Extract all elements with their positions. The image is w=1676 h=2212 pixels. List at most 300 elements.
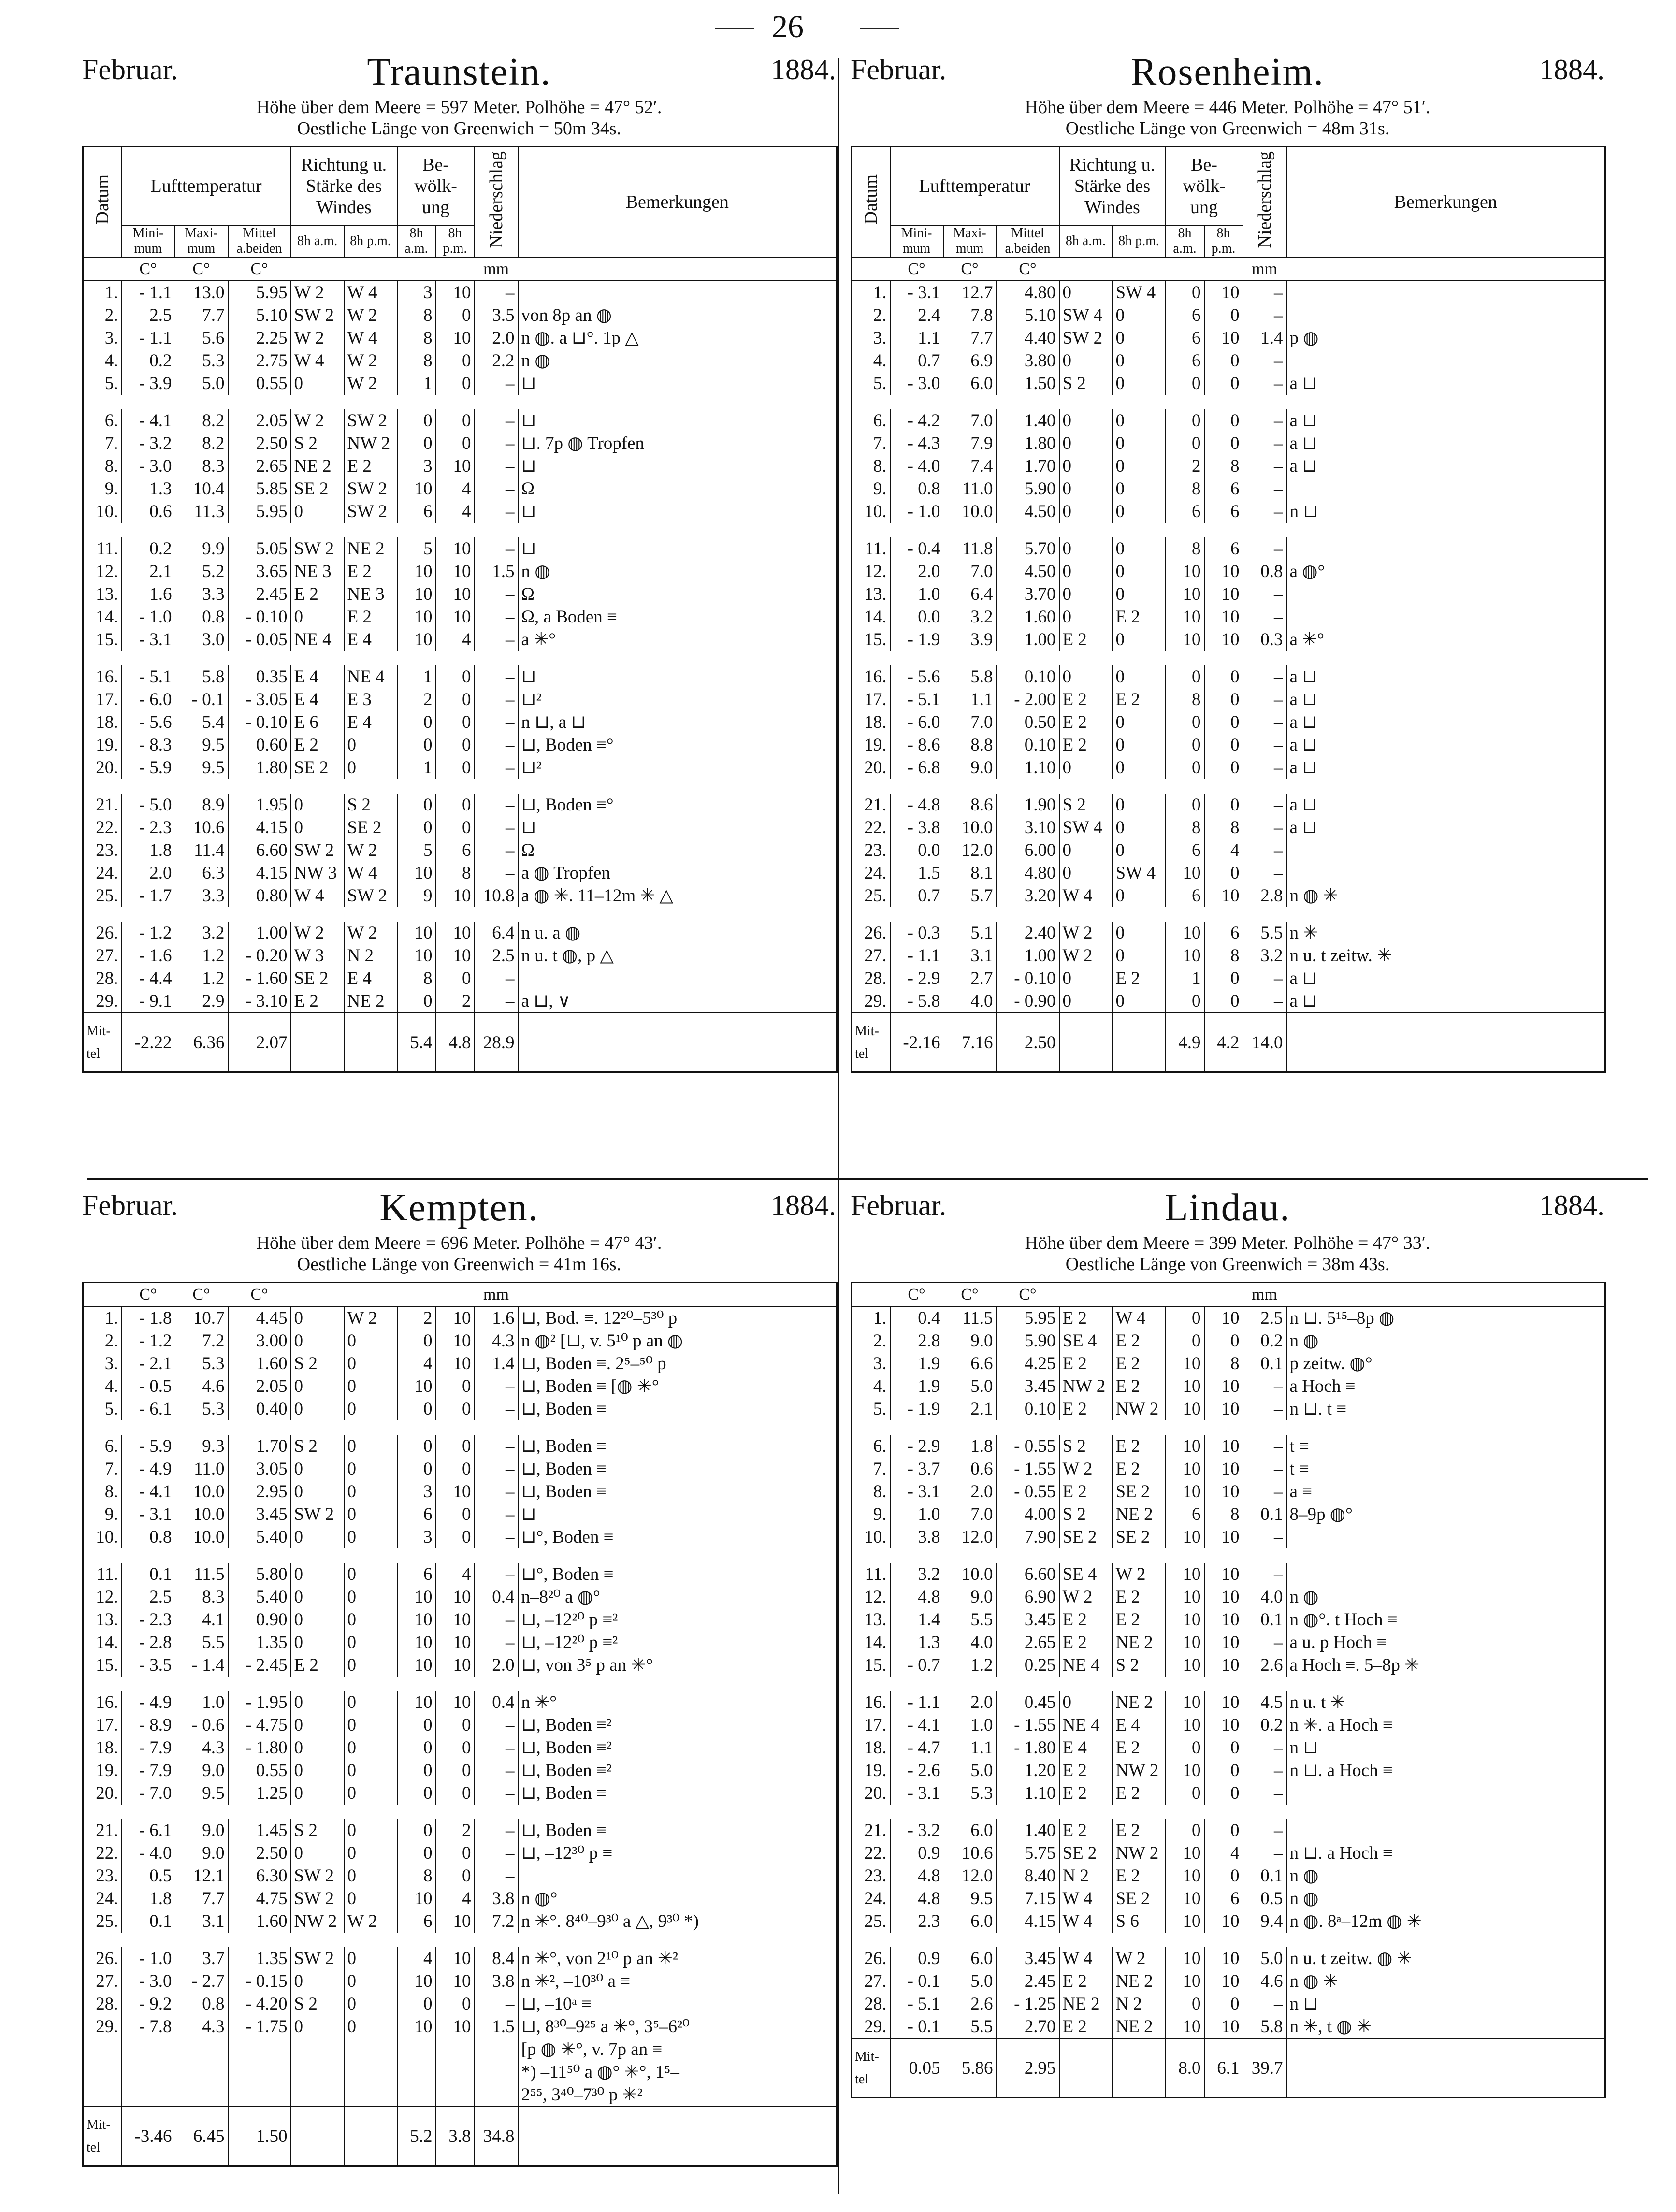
wind-pm-cell: 0 xyxy=(1113,711,1166,734)
remark-cell: n u. t zeitw. ✳ xyxy=(1289,946,1392,966)
min-cell: - 6.1 xyxy=(139,1821,172,1840)
wind-pm-cell: W 2 xyxy=(1113,1947,1166,1970)
min-cell: - 7.9 xyxy=(139,1738,172,1758)
cloud-pm-cell: 0 xyxy=(436,1782,475,1805)
cloud-pm-cell: 10 xyxy=(1204,281,1243,304)
mean-cell: 5.10 xyxy=(228,304,291,327)
cloud-am-cell: 6 xyxy=(1192,886,1201,906)
wind-am-cell: E 2 xyxy=(1062,1308,1087,1328)
precip-cell: – xyxy=(475,583,518,606)
cloud-pm-cell: 10 xyxy=(436,922,475,944)
mean-cell: 0.55 xyxy=(228,372,291,395)
day-cell: 9. xyxy=(852,1503,890,1526)
wind-am-cell: N 2 xyxy=(1062,1866,1089,1886)
day-cell: 19. xyxy=(83,1759,122,1782)
precip-cell: – xyxy=(1243,756,1286,779)
wind-am-cell: 0 xyxy=(1062,539,1072,559)
wind-pm-cell: 0 xyxy=(344,1759,397,1782)
wind-pm-cell: 0 xyxy=(344,1330,397,1352)
min-cell: 2.5 xyxy=(149,1587,172,1607)
min-cell: 4.8 xyxy=(918,1889,940,1908)
wind-pm-cell: W 2 xyxy=(344,304,397,327)
precip-cell: – xyxy=(475,967,518,990)
day-cell: 29. xyxy=(852,2015,890,2039)
day-cell: 3. xyxy=(83,327,122,349)
day-cell: 23. xyxy=(852,839,890,862)
precip-cell: 0.4 xyxy=(475,1586,518,1608)
cloud-am-cell: 0 xyxy=(423,1459,433,1479)
remark-cell: n ◍°. t Hoch ≡ xyxy=(1289,1610,1398,1630)
cloud-pm-cell: 10 xyxy=(436,1970,475,1993)
wind-pm-cell: NE 2 xyxy=(344,990,397,1013)
mean-label: Mit- tel xyxy=(852,2039,890,2098)
mean-cell: 4.50 xyxy=(997,500,1059,523)
min-cell: 0.7 xyxy=(918,351,940,371)
cloud-am-cell: 10 xyxy=(1183,1761,1201,1780)
max-cell: 9.0 xyxy=(970,1587,993,1607)
remark-cell: a ≡ xyxy=(1289,1482,1313,1502)
cloud-am-cell: 0 xyxy=(1192,434,1201,453)
day-cell: 18. xyxy=(852,711,890,734)
cloud-am-cell: 10 xyxy=(1183,1436,1201,1456)
precip-cell: – xyxy=(1243,734,1286,756)
mean-cell: 4.80 xyxy=(997,281,1059,304)
temp-header: Lufttemperatur xyxy=(890,147,1059,226)
wind-pm-cell: E 2 xyxy=(1113,1352,1166,1375)
wind-pm-cell: 0 xyxy=(344,1970,397,1993)
mean-cell: 4.40 xyxy=(997,327,1059,349)
remark-cell: ⊔ xyxy=(521,502,536,521)
wind-am-cell: NE 2 xyxy=(1062,1994,1100,2014)
wind-pm-cell: SW 4 xyxy=(1113,862,1166,884)
remark-cell: n ✳°, von 2¹⁰ p an ✳² xyxy=(521,1949,678,1968)
max-cell: 10.0 xyxy=(961,1564,993,1584)
table-row xyxy=(852,409,1605,432)
cloud-am-cell: 8 xyxy=(423,305,433,325)
remark-cell: ⊔ xyxy=(521,374,536,393)
precip-cell: – xyxy=(1243,1736,1286,1759)
precip-cell: 2.5 xyxy=(475,944,518,967)
min-cell: 0.8 xyxy=(918,479,940,499)
cloud-am-cell: 0 xyxy=(423,1821,433,1840)
day-cell: 21. xyxy=(83,794,122,816)
cloud-am-cell: 0 xyxy=(1192,758,1201,778)
day-cell: 28. xyxy=(852,1993,890,2015)
subheader-mittel: Mittel a.beiden xyxy=(997,225,1059,257)
table-row xyxy=(83,884,837,907)
cloud-am-cell: 0 xyxy=(1192,1738,1201,1758)
cloud-am-cell: 10 xyxy=(414,863,433,883)
remark-cell: p ◍ xyxy=(1289,328,1319,348)
wind-pm-cell: W 2 xyxy=(344,372,397,395)
remark-cell: t ≡ xyxy=(1289,1459,1309,1479)
table-row xyxy=(83,839,837,862)
wind-am-cell: SW 2 xyxy=(294,539,334,559)
precip-cell: – xyxy=(1243,409,1286,432)
wind-pm-cell: 0 xyxy=(1113,628,1166,651)
remark-cell: ⊔, Boden ≡ xyxy=(521,1783,607,1803)
remark-cell: n ✳, t ◍ ✳ xyxy=(1289,2017,1372,2037)
max-cell: 12.1 xyxy=(193,1866,225,1886)
section-divider xyxy=(87,1178,1648,1180)
precip-cell: – xyxy=(475,1526,518,1548)
day-cell: 28. xyxy=(852,967,890,990)
wind-am-cell: E 2 xyxy=(294,991,318,1011)
cloud-pm-cell: 0 xyxy=(436,432,475,455)
cloud-pm-cell: 0 xyxy=(436,756,475,779)
min-cell: - 0.1 xyxy=(907,1971,940,1991)
precip-cell: – xyxy=(475,1842,518,1865)
cloud-pm-cell: 0 xyxy=(436,1714,475,1736)
unit-label: C° xyxy=(175,1283,228,1307)
mean-cell: 1.80 xyxy=(997,432,1059,455)
cloud-am-cell: 0 xyxy=(423,1994,433,2014)
precip-cell: – xyxy=(475,816,518,839)
min-cell: - 1.9 xyxy=(907,630,940,650)
wind-pm-cell: 0 xyxy=(344,1375,397,1398)
unit-label: C° xyxy=(122,1283,175,1307)
mean-cell: 2.70 xyxy=(997,2015,1059,2039)
table-row xyxy=(852,816,1605,839)
max-cell: 6.0 xyxy=(970,1949,993,1968)
mean-cell: - 1.80 xyxy=(228,1736,291,1759)
max-cell: 5.8 xyxy=(202,667,225,687)
max-cell: 5.3 xyxy=(202,351,225,371)
remark-cell: ⊔, –12²⁰ p ≡² xyxy=(521,1633,618,1652)
cloud-am-cell: 8 xyxy=(1192,818,1201,838)
cloud-pm-cell: 10 xyxy=(1204,1586,1243,1608)
wind-pm-cell: SE 2 xyxy=(344,816,397,839)
wind-am-cell: S 2 xyxy=(1062,1436,1086,1456)
cloud-am-cell: 4 xyxy=(423,1354,433,1373)
table-row xyxy=(83,606,837,628)
min-cell: - 1.2 xyxy=(139,1331,172,1351)
mean-cell: 5.85 xyxy=(228,477,291,500)
min-cell: 1.3 xyxy=(918,1633,940,1652)
max-cell: 1.2 xyxy=(202,969,225,988)
max-cell: 5.7 xyxy=(970,886,993,906)
cloud-am-cell: 0 xyxy=(1192,374,1201,393)
remark-cell: ⊔°, Boden ≡ xyxy=(521,1527,614,1547)
subheader-mittel: Mittel a.beiden xyxy=(228,225,291,257)
day-cell: 5. xyxy=(83,372,122,395)
min-cell: - 3.0 xyxy=(907,374,940,393)
max-cell: 12.0 xyxy=(961,1866,993,1886)
day-cell: 18. xyxy=(83,1736,122,1759)
cloud-pm-cell: 10 xyxy=(1204,1654,1243,1677)
wind-pm-cell: 0 xyxy=(344,1563,397,1586)
min-cell: - 1.1 xyxy=(907,946,940,966)
precip-cell: 4.3 xyxy=(475,1330,518,1352)
precip-cell: – xyxy=(475,1375,518,1398)
cloud-am-cell: 0 xyxy=(423,1436,433,1456)
max-cell: 1.2 xyxy=(970,1655,993,1675)
day-cell: 3. xyxy=(852,327,890,349)
precip-cell: – xyxy=(475,432,518,455)
mean-cell: 2.65 xyxy=(997,1631,1059,1654)
wind-pm-cell: SE 2 xyxy=(1113,1480,1166,1503)
station-altitude: Höhe über dem Meere = 399 Meter. Polhöhe = 47° 33′. xyxy=(1025,1233,1430,1253)
table-row xyxy=(83,816,837,839)
day-cell: 21. xyxy=(83,1819,122,1842)
min-cell: - 0.7 xyxy=(907,1655,940,1675)
mean-cell: 6.60 xyxy=(228,839,291,862)
table-row xyxy=(852,688,1605,711)
cloud-am-cell: 3 xyxy=(423,456,433,476)
wind-am-cell: W 4 xyxy=(1062,1949,1093,1968)
cloud-pm-cell: 10 xyxy=(1204,1631,1243,1654)
mean-cell: 4.15 xyxy=(228,862,291,884)
cloud-am-cell: 10 xyxy=(1183,1843,1201,1863)
wind-am-cell: 0 xyxy=(294,1971,303,1991)
precip-cell: 2.0 xyxy=(475,1654,518,1677)
table-row xyxy=(852,1654,1605,1677)
table-row xyxy=(83,2015,837,2038)
remark-cell: n ◍ xyxy=(521,351,550,371)
precip-cell: 2.2 xyxy=(475,349,518,372)
max-cell: 3.0 xyxy=(202,630,225,650)
remark-cell: n ✳. a Hoch ≡ xyxy=(1289,1715,1393,1735)
table-row xyxy=(83,1993,837,2015)
cloud-pm-cell: 0 xyxy=(436,1458,475,1480)
mean-cell: 3.70 xyxy=(997,583,1059,606)
max-cell: 7.0 xyxy=(970,411,993,431)
mean-cell: 1.00 xyxy=(228,922,291,944)
cloud-am-cell: 0 xyxy=(1192,1331,1201,1351)
min-cell: - 3.0 xyxy=(139,456,172,476)
wind-am-cell: E 2 xyxy=(1062,1354,1087,1373)
cloud-pm-cell: 6 xyxy=(436,839,475,862)
mean-cell: 5.70 xyxy=(997,537,1059,560)
min-cell: - 5.6 xyxy=(907,667,940,687)
day-cell: 14. xyxy=(852,1631,890,1654)
mean-cell: 0.45 xyxy=(997,1691,1059,1714)
wind-pm-cell: E 2 xyxy=(1113,1330,1166,1352)
min-cell: - 3.9 xyxy=(139,374,172,393)
cloud-pm-cell: 10 xyxy=(436,281,475,304)
precip-cell: – xyxy=(1243,711,1286,734)
page-rule-left xyxy=(715,28,754,29)
cloud-am-cell: 10 xyxy=(414,479,433,499)
min-cell: - 4.4 xyxy=(139,969,172,988)
mean-cell: 3.65 xyxy=(228,560,291,583)
day-cell: 6. xyxy=(83,409,122,432)
wind-pm-cell: E 2 xyxy=(1113,967,1166,990)
wind-pm-cell: 0 xyxy=(1113,884,1166,907)
wind-am-cell: S 2 xyxy=(294,434,318,453)
max-cell: 7.4 xyxy=(970,456,993,476)
table-row xyxy=(852,327,1605,349)
station-name: Traunstein. xyxy=(367,51,551,93)
cloud-pm-cell: 10 xyxy=(1204,1375,1243,1398)
table-row xyxy=(852,967,1605,990)
min-cell: 0.6 xyxy=(149,502,172,521)
mean-cell: 2.95 xyxy=(228,1480,291,1503)
min-cell: 2.0 xyxy=(918,562,940,581)
wind-am-cell: 0 xyxy=(1062,607,1072,627)
precip-cell: 5.5 xyxy=(1243,922,1286,944)
day-cell: 5. xyxy=(852,372,890,395)
wind-am-cell: E 2 xyxy=(1062,1633,1087,1652)
cloud-am-cell: 10 xyxy=(1183,1482,1201,1502)
precip-cell: 3.2 xyxy=(1243,944,1286,967)
remark-cell: n ⊔. a Hoch ≡ xyxy=(1289,1843,1393,1863)
mean-cell: 2.05 xyxy=(228,1375,291,1398)
wind-pm-cell: 0 xyxy=(1113,372,1166,395)
min-cell: - 2.3 xyxy=(139,1610,172,1630)
cloud-am-cell: 10 xyxy=(414,584,433,604)
cloud-am-cell: 10 xyxy=(1183,1527,1201,1547)
cloud-am-cell: 9 xyxy=(423,886,433,906)
cloud-pm-cell: 10 xyxy=(436,1947,475,1970)
remark-cell: ⊔ xyxy=(521,456,536,476)
remark-cell xyxy=(1286,583,1605,606)
remark-cell: n ◍. a ⊔°. 1p △ xyxy=(521,328,639,348)
max-cell: - 0.1 xyxy=(191,690,225,709)
wind-pm-cell: E 4 xyxy=(344,628,397,651)
precip-cell: 0.2 xyxy=(1243,1714,1286,1736)
wind-pm-cell: NE 4 xyxy=(344,665,397,688)
mean-cell: - 0.15 xyxy=(228,1970,291,1993)
min-cell: - 8.3 xyxy=(139,735,172,755)
cloud-pm-cell: 0 xyxy=(1204,304,1243,327)
max-cell: 9.0 xyxy=(202,1843,225,1863)
max-cell: 13.0 xyxy=(193,283,225,303)
day-cell: 5. xyxy=(83,1398,122,1420)
cloud-pm-cell: 2 xyxy=(436,990,475,1013)
wind-pm-cell: 0 xyxy=(344,1586,397,1608)
table-row xyxy=(83,1375,837,1398)
mean-cell: 3.05 xyxy=(228,1458,291,1480)
table-row xyxy=(83,1782,837,1805)
precip-cell: – xyxy=(1243,606,1286,628)
wind-am-cell: 0 xyxy=(294,1376,303,1396)
min-cell: 2.4 xyxy=(918,305,940,325)
mean-cell: - 1.80 xyxy=(997,1736,1059,1759)
min-cell: - 2.6 xyxy=(907,1761,940,1780)
cloud-am-cell: 0 xyxy=(1192,1783,1201,1803)
subheader-h8am: 8h a.m. xyxy=(1166,225,1204,257)
cloud-am-cell: 10 xyxy=(414,1655,433,1675)
cloud-am-cell: 10 xyxy=(414,630,433,650)
max-cell: 8.6 xyxy=(970,795,993,815)
remark-cell: a ⊔ xyxy=(1289,818,1317,838)
precip-cell: – xyxy=(475,756,518,779)
remark-cell: n ◍ xyxy=(521,562,550,581)
day-cell: 22. xyxy=(852,816,890,839)
precip-cell: – xyxy=(475,1563,518,1586)
max-cell: 12.0 xyxy=(961,840,993,860)
table-row xyxy=(83,1330,837,1352)
min-cell: - 3.5 xyxy=(139,1655,172,1675)
wind-pm-cell: 0 xyxy=(1113,477,1166,500)
remark-cell: n ✳° xyxy=(521,1692,557,1712)
wind-am-cell: 0 xyxy=(294,1331,303,1351)
mean-cell xyxy=(344,2107,397,2166)
max-cell: 0.8 xyxy=(202,1994,225,2014)
precip-cell: – xyxy=(1243,1993,1286,2015)
wind-am-cell: SE 2 xyxy=(1062,1843,1097,1863)
page-rule-right xyxy=(860,28,899,29)
cloud-pm-cell: 0 xyxy=(436,1736,475,1759)
table-row xyxy=(83,1865,837,1887)
cloud-pm-cell: 2 xyxy=(436,1819,475,1842)
wind-pm-cell: E 2 xyxy=(1113,1435,1166,1458)
max-cell: 9.5 xyxy=(202,735,225,755)
table-row xyxy=(83,922,837,944)
cloud-pm-cell: 10 xyxy=(436,455,475,477)
wind-pm-cell: E 2 xyxy=(1113,1375,1166,1398)
precip-cell: 0.3 xyxy=(1243,628,1286,651)
cloud-am-cell: 10 xyxy=(1183,630,1201,650)
table-row xyxy=(83,1480,837,1503)
day-cell: 20. xyxy=(83,756,122,779)
table-row xyxy=(852,1503,1605,1526)
cloud-pm-cell: 0 xyxy=(1204,432,1243,455)
cloud-pm-cell: 0 xyxy=(1204,711,1243,734)
max-cell: 3.7 xyxy=(202,1949,225,1968)
mean-cell: 1.40 xyxy=(997,1819,1059,1842)
remark-cell: ⊔, Boden ≡ xyxy=(521,1399,607,1419)
subheader-h8pm: 8h p.m. xyxy=(1113,225,1166,257)
max-cell: 4.1 xyxy=(202,1610,225,1630)
unit-mm: mm xyxy=(475,257,518,281)
day-cell: 4. xyxy=(852,349,890,372)
table-row xyxy=(83,1586,837,1608)
remark-cell: n ✳², –10³⁰ a ≡ xyxy=(521,1971,631,1991)
max-cell: 3.3 xyxy=(202,886,225,906)
precip-header: Niederschlag xyxy=(1243,147,1286,258)
wind-pm-cell: W 2 xyxy=(1113,1563,1166,1586)
table-row xyxy=(83,409,837,432)
max-cell: 3.9 xyxy=(970,630,993,650)
min-cell: - 5.1 xyxy=(907,1994,940,2014)
precip-cell: 0.1 xyxy=(1243,1503,1286,1526)
remark-cell: Ω, a Boden ≡ xyxy=(521,607,617,627)
max-cell: 3.3 xyxy=(202,584,225,604)
day-cell: 7. xyxy=(83,432,122,455)
min-cell: - 3.1 xyxy=(907,1482,940,1502)
wind-pm-cell: 0 xyxy=(1113,922,1166,944)
precip-cell: 2.0 xyxy=(475,327,518,349)
min-cell: - 5.9 xyxy=(139,758,172,778)
table-row xyxy=(852,281,1605,304)
wind-pm-cell: 0 xyxy=(1113,500,1166,523)
mean-cell xyxy=(1113,1013,1166,1072)
max-cell: 11.0 xyxy=(194,1459,225,1479)
max-cell: 6.9 xyxy=(970,351,993,371)
cloud-am-cell: 6 xyxy=(423,1911,433,1931)
mean-cell: 2.45 xyxy=(228,583,291,606)
wind-am-cell: 0 xyxy=(294,1738,303,1758)
table-row xyxy=(83,688,837,711)
table-row xyxy=(852,1910,1605,1933)
min-cell: - 2.9 xyxy=(907,1436,940,1456)
subheader-h8am: 8h a.m. xyxy=(397,225,436,257)
remark-cell: a ⊔ xyxy=(1289,690,1317,709)
wind-pm-cell: E 2 xyxy=(1113,606,1166,628)
cloud-am-cell: 2 xyxy=(423,690,433,709)
remark-cell: n u. t zeitw. ◍ ✳ xyxy=(1289,1949,1412,1968)
table-row xyxy=(83,1526,837,1548)
cloud-pm-cell: 0 xyxy=(1204,409,1243,432)
datum-header: Datum xyxy=(83,147,122,258)
cloud-pm-cell: 10 xyxy=(1204,2015,1243,2039)
month-label: Februar. xyxy=(851,1189,947,1221)
wind-am-cell: 0 xyxy=(1062,840,1072,860)
table-row xyxy=(83,1608,837,1631)
min-cell: 2.5 xyxy=(149,305,172,325)
